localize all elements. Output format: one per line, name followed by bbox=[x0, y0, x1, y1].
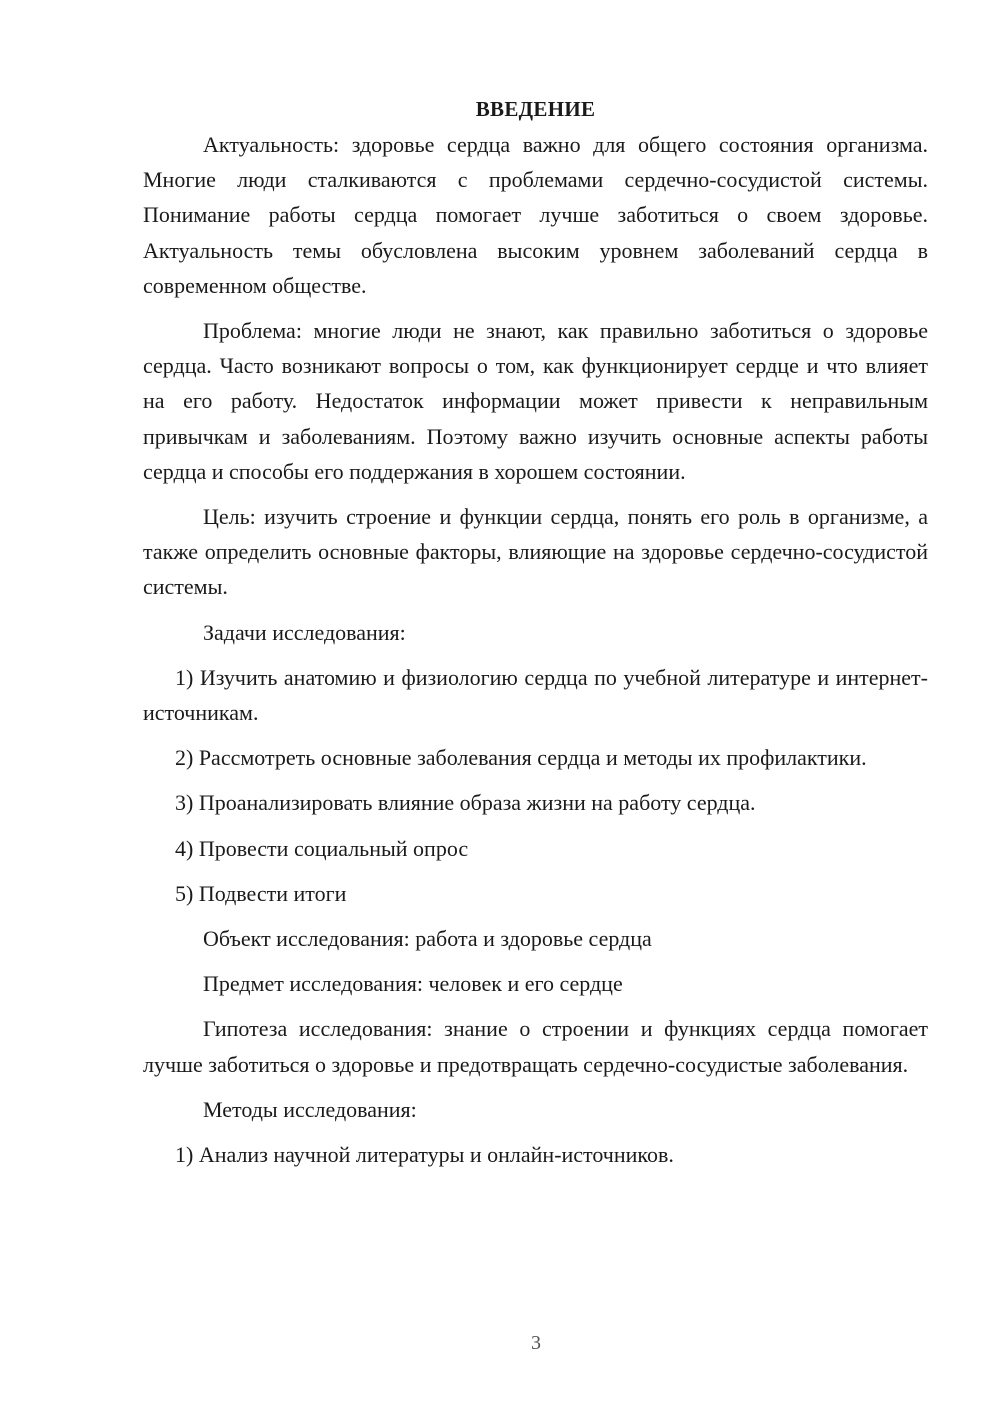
document-page bbox=[143, 92, 928, 1182]
relevance-paragraph: Актуальность: здоровье сердца важно для общего состояния организма. Многие люди сталкиваются с проблемами сердечно-сосудистой системы. Понимание работы сердца помогает лучше заботиться о своем здоровье. Актуальность темы обусловлена высоким уровнем заболеваний сердца в современном обществе. bbox=[143, 132, 928, 298]
task-item-2: 2) Рассмотреть основные заболевания сердца и методы их профилактики. bbox=[175, 745, 867, 771]
goal-paragraph: Цель: изучить строение и функции сердца, понять его роль в организме, а также определить основные факторы, влияющие на здоровье сердечно-сосудистой системы. bbox=[143, 504, 928, 600]
task-item-3: 3) Проанализировать влияние образа жизни на работу сердца. bbox=[175, 790, 756, 816]
object-paragraph: Объект исследования: работа и здоровье сердца bbox=[203, 926, 652, 952]
task-item-4: 4) Провести социальный опрос bbox=[175, 835, 469, 861]
section-heading: ВВЕДЕНИЕ bbox=[475, 97, 596, 121]
task-item-5: 5) Подвести итоги bbox=[175, 880, 347, 906]
method-item-1: 1) Анализ научной литературы и онлайн-источников. bbox=[175, 1142, 674, 1168]
page-number: 3 bbox=[531, 1332, 541, 1354]
task-item-1: 1) Изучить анатомию и физиологию сердца по учебной литературе и интернет-источникам. bbox=[143, 664, 928, 726]
problem-paragraph: Проблема: многие люди не знают, как правильно заботиться о здоровье сердца. Часто возникают вопросы о том, как функционирует сердце и что влияет на его работу. Недостаток информации может привести к неправильным привычкам и заболеваниям. Поэтому важно изучить основные аспекты работы сердца и способы его поддержания в хорошем состоянии. bbox=[143, 318, 928, 484]
hypothesis-paragraph: Гипотеза исследования: знание о строении и функциях сердца помогает лучше заботиться о здоровье и предотвращать сердечно-сосудистые заболевания. bbox=[143, 1016, 928, 1077]
tasks-title: Задачи исследования: bbox=[203, 619, 406, 645]
subject-paragraph: Предмет исследования: человек и его сердце bbox=[203, 971, 623, 997]
methods-title: Методы исследования: bbox=[203, 1096, 417, 1122]
